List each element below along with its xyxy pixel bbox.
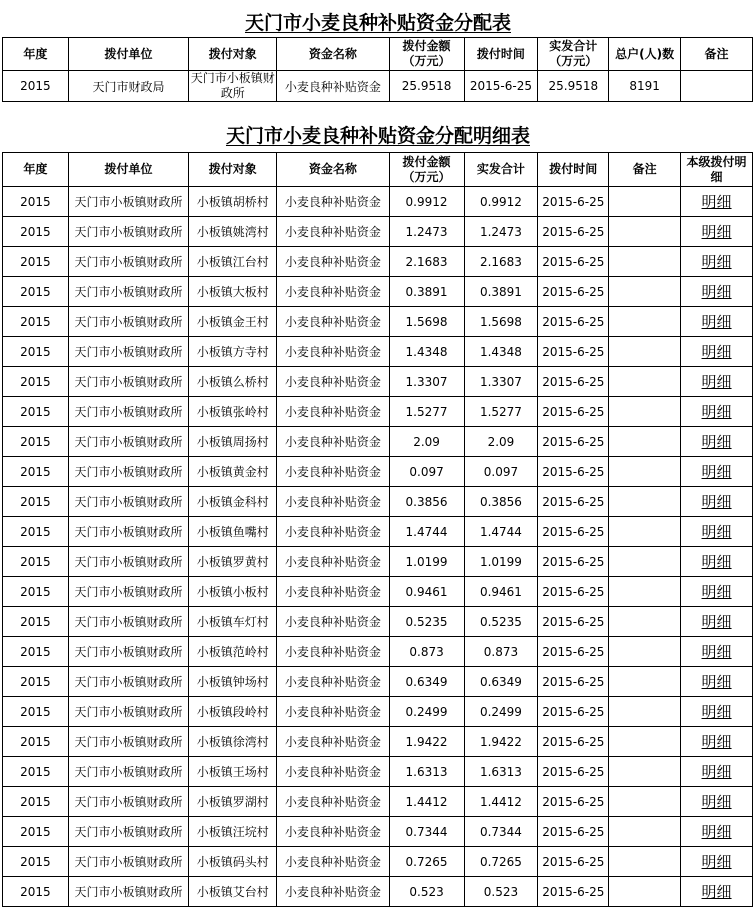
cell-remarks xyxy=(609,337,681,367)
cell-fund-name: 小麦良种补贴资金 xyxy=(277,607,389,637)
cell-actual-total: 1.6313 xyxy=(464,757,538,787)
cell-recipient: 小板镇徐湾村 xyxy=(189,727,277,757)
cell-remarks xyxy=(609,427,681,457)
cell-recipient: 小板镇段岭村 xyxy=(189,697,277,727)
cell-amount: 0.7344 xyxy=(389,817,464,847)
detail-link[interactable]: 明细 xyxy=(701,643,732,661)
cell-remarks xyxy=(609,697,681,727)
cell-actual-total: 1.4744 xyxy=(464,517,538,547)
cell-actual-total: 0.9912 xyxy=(464,187,538,217)
cell-date: 2015-6-25 xyxy=(538,847,609,877)
cell-payer: 天门市小板镇财政所 xyxy=(68,397,188,427)
cell-recipient: 小板镇王场村 xyxy=(189,757,277,787)
cell-detail-link xyxy=(681,277,753,307)
cell-fund-name: 小麦良种补贴资金 xyxy=(277,727,389,757)
cell-amount: 25.9518 xyxy=(389,71,464,102)
table-row xyxy=(3,577,753,607)
cell-detail-link xyxy=(681,787,753,817)
cell-amount: 1.3307 xyxy=(389,367,464,397)
table-row xyxy=(3,697,753,727)
cell-amount: 0.7265 xyxy=(389,847,464,877)
table-row xyxy=(3,217,753,247)
cell-fund-name: 小麦良种补贴资金 xyxy=(277,817,389,847)
cell-year: 2015 xyxy=(3,847,69,877)
cell-date: 2015-6-25 xyxy=(538,337,609,367)
cell-remarks xyxy=(681,71,753,102)
header-year: 年度 xyxy=(3,38,69,71)
cell-actual-total: 25.9518 xyxy=(538,71,609,102)
cell-amount: 0.9461 xyxy=(389,577,464,607)
cell-date: 2015-6-25 xyxy=(538,307,609,337)
cell-year: 2015 xyxy=(3,697,69,727)
cell-recipient: 小板镇罗湖村 xyxy=(189,787,277,817)
cell-year: 2015 xyxy=(3,487,69,517)
cell-detail-link xyxy=(681,667,753,697)
cell-payer: 天门市小板镇财政所 xyxy=(68,277,188,307)
cell-fund-name: 小麦良种补贴资金 xyxy=(277,697,389,727)
cell-fund-name: 小麦良种补贴资金 xyxy=(277,337,389,367)
detail-link[interactable]: 明细 xyxy=(701,673,732,691)
table-row xyxy=(3,847,753,877)
detail-link[interactable]: 明细 xyxy=(701,493,732,511)
detail-link[interactable]: 明细 xyxy=(701,283,732,301)
cell-actual-total: 2.09 xyxy=(464,427,538,457)
cell-amount: 1.4412 xyxy=(389,787,464,817)
cell-year: 2015 xyxy=(3,577,69,607)
cell-payer: 天门市小板镇财政所 xyxy=(68,577,188,607)
cell-fund-name: 小麦良种补贴资金 xyxy=(277,397,389,427)
cell-recipient: 小板镇黄金村 xyxy=(189,457,277,487)
table-row xyxy=(3,427,753,457)
cell-detail-link xyxy=(681,307,753,337)
table-row xyxy=(3,757,753,787)
cell-year: 2015 xyxy=(3,517,69,547)
cell-detail-link xyxy=(681,217,753,247)
cell-payer: 天门市小板镇财政所 xyxy=(68,637,188,667)
cell-remarks xyxy=(609,877,681,907)
cell-amount: 0.097 xyxy=(389,457,464,487)
cell-fund-name: 小麦良种补贴资金 xyxy=(277,217,389,247)
header-actual-total: 实发合计 xyxy=(464,153,538,187)
cell-actual-total: 0.523 xyxy=(464,877,538,907)
cell-year: 2015 xyxy=(3,547,69,577)
cell-amount: 1.4744 xyxy=(389,517,464,547)
cell-recipient: 小板镇江台村 xyxy=(189,247,277,277)
cell-actual-total: 1.0199 xyxy=(464,547,538,577)
cell-amount: 1.9422 xyxy=(389,727,464,757)
cell-remarks xyxy=(609,367,681,397)
cell-date: 2015-6-25 xyxy=(538,367,609,397)
cell-actual-total: 0.6349 xyxy=(464,667,538,697)
cell-amount: 0.9912 xyxy=(389,187,464,217)
cell-actual-total: 0.7265 xyxy=(464,847,538,877)
cell-amount: 1.5698 xyxy=(389,307,464,337)
cell-households: 8191 xyxy=(609,71,681,102)
cell-payer: 天门市小板镇财政所 xyxy=(68,877,188,907)
detail-link[interactable]: 明细 xyxy=(701,613,732,631)
cell-remarks xyxy=(609,547,681,577)
cell-fund-name: 小麦良种补贴资金 xyxy=(277,307,389,337)
cell-recipient: 小板镇艾台村 xyxy=(189,877,277,907)
cell-remarks xyxy=(609,277,681,307)
cell-payer: 天门市小板镇财政所 xyxy=(68,517,188,547)
cell-year: 2015 xyxy=(3,727,69,757)
cell-recipient: 小板镇车灯村 xyxy=(189,607,277,637)
table-row xyxy=(3,337,753,367)
table-row xyxy=(3,517,753,547)
detail-link[interactable]: 明细 xyxy=(701,343,732,361)
cell-payer: 天门市小板镇财政所 xyxy=(68,337,188,367)
cell-remarks xyxy=(609,667,681,697)
header-remarks: 备注 xyxy=(681,38,753,71)
cell-detail-link xyxy=(681,547,753,577)
cell-recipient: 小板镇小板村 xyxy=(189,577,277,607)
table-row xyxy=(3,637,753,667)
table-row xyxy=(3,547,753,577)
cell-actual-total: 0.9461 xyxy=(464,577,538,607)
cell-detail-link xyxy=(681,517,753,547)
cell-year: 2015 xyxy=(3,817,69,847)
detail-link[interactable]: 明细 xyxy=(701,853,732,871)
detail-link[interactable]: 明细 xyxy=(701,793,732,811)
cell-fund-name: 小麦良种补贴资金 xyxy=(277,517,389,547)
cell-fund-name: 小麦良种补贴资金 xyxy=(277,427,389,457)
cell-fund-name: 小麦良种补贴资金 xyxy=(277,787,389,817)
cell-payer: 天门市小板镇财政所 xyxy=(68,817,188,847)
header-payer: 拨付单位 xyxy=(68,153,188,187)
cell-amount: 2.09 xyxy=(389,427,464,457)
cell-remarks xyxy=(609,817,681,847)
header-fund-name: 资金名称 xyxy=(277,38,389,71)
cell-fund-name: 小麦良种补贴资金 xyxy=(277,487,389,517)
header-actual-total: 实发合计（万元） xyxy=(538,38,609,71)
cell-payer: 天门市小板镇财政所 xyxy=(68,787,188,817)
table-row xyxy=(3,667,753,697)
cell-amount: 0.6349 xyxy=(389,667,464,697)
detail-title: 天门市小麦良种补贴资金分配明细表 xyxy=(225,125,530,147)
table-row xyxy=(3,457,753,487)
detail-link[interactable]: 明细 xyxy=(701,883,732,901)
detail-link[interactable]: 明细 xyxy=(701,223,732,241)
cell-actual-total: 1.2473 xyxy=(464,217,538,247)
detail-header-row xyxy=(3,153,753,187)
detail-link[interactable]: 明细 xyxy=(701,403,732,421)
cell-recipient: 小板镇周扬村 xyxy=(189,427,277,457)
cell-recipient: 小板镇姚湾村 xyxy=(189,217,277,247)
cell-date: 2015-6-25 xyxy=(538,577,609,607)
cell-fund-name: 小麦良种补贴资金 xyxy=(277,757,389,787)
cell-amount: 1.6313 xyxy=(389,757,464,787)
cell-fund-name: 小麦良种补贴资金 xyxy=(277,367,389,397)
cell-actual-total: 1.4348 xyxy=(464,337,538,367)
cell-date: 2015-6-25 xyxy=(538,187,609,217)
cell-remarks xyxy=(609,727,681,757)
cell-actual-total: 1.9422 xyxy=(464,727,538,757)
cell-detail-link xyxy=(681,877,753,907)
cell-year: 2015 xyxy=(3,277,69,307)
cell-payer: 天门市小板镇财政所 xyxy=(68,757,188,787)
cell-date: 2015-6-25 xyxy=(538,817,609,847)
header-remarks: 备注 xyxy=(609,153,681,187)
cell-date: 2015-6-25 xyxy=(538,487,609,517)
cell-payer: 天门市小板镇财政所 xyxy=(68,427,188,457)
cell-recipient: 小板镇金科村 xyxy=(189,487,277,517)
cell-detail-link xyxy=(681,427,753,457)
table-row xyxy=(3,787,753,817)
cell-recipient: 小板镇张岭村 xyxy=(189,397,277,427)
cell-payer: 天门市财政局 xyxy=(68,71,188,102)
cell-actual-total: 1.5698 xyxy=(464,307,538,337)
header-recipient: 拨付对象 xyxy=(189,38,277,71)
detail-link[interactable]: 明细 xyxy=(701,733,732,751)
cell-remarks xyxy=(609,247,681,277)
cell-date: 2015-6-25 xyxy=(538,427,609,457)
cell-remarks xyxy=(609,757,681,787)
cell-date: 2015-6-25 xyxy=(538,457,609,487)
summary-header-row xyxy=(3,38,753,71)
cell-year: 2015 xyxy=(3,337,69,367)
header-recipient: 拨付对象 xyxy=(189,153,277,187)
cell-recipient: 小板镇么桥村 xyxy=(189,367,277,397)
table-row xyxy=(3,397,753,427)
detail-link[interactable]: 明细 xyxy=(701,193,732,211)
cell-fund-name: 小麦良种补贴资金 xyxy=(277,187,389,217)
cell-recipient: 小板镇汪垸村 xyxy=(189,817,277,847)
cell-year: 2015 xyxy=(3,757,69,787)
cell-detail-link xyxy=(681,247,753,277)
cell-date: 2015-6-25 xyxy=(538,787,609,817)
cell-year: 2015 xyxy=(3,457,69,487)
cell-date: 2015-6-25 xyxy=(538,697,609,727)
cell-year: 2015 xyxy=(3,427,69,457)
detail-table xyxy=(2,152,753,907)
cell-detail-link xyxy=(681,757,753,787)
detail-link[interactable]: 明细 xyxy=(701,523,732,541)
cell-payer: 天门市小板镇财政所 xyxy=(68,247,188,277)
table-row xyxy=(3,817,753,847)
cell-amount: 0.5235 xyxy=(389,607,464,637)
detail-link[interactable]: 明细 xyxy=(701,553,732,571)
cell-recipient: 小板镇罗黄村 xyxy=(189,547,277,577)
cell-date: 2015-6-25 xyxy=(538,637,609,667)
table-row xyxy=(3,247,753,277)
cell-fund-name: 小麦良种补贴资金 xyxy=(277,457,389,487)
cell-actual-total: 1.4412 xyxy=(464,787,538,817)
cell-payer: 天门市小板镇财政所 xyxy=(68,667,188,697)
cell-payer: 天门市小板镇财政所 xyxy=(68,697,188,727)
cell-recipient: 小板镇鱼嘴村 xyxy=(189,517,277,547)
cell-detail-link xyxy=(681,607,753,637)
cell-amount: 0.873 xyxy=(389,637,464,667)
cell-year: 2015 xyxy=(3,667,69,697)
cell-detail-link xyxy=(681,457,753,487)
cell-year: 2015 xyxy=(3,187,69,217)
cell-actual-total: 1.3307 xyxy=(464,367,538,397)
cell-payer: 天门市小板镇财政所 xyxy=(68,187,188,217)
cell-detail-link xyxy=(681,337,753,367)
cell-date: 2015-6-25 xyxy=(538,667,609,697)
cell-remarks xyxy=(609,397,681,427)
summary-title: 天门市小麦良种补贴资金分配表 xyxy=(244,12,511,34)
cell-fund-name: 小麦良种补贴资金 xyxy=(277,277,389,307)
table-row xyxy=(3,367,753,397)
cell-amount: 1.0199 xyxy=(389,547,464,577)
cell-fund-name: 小麦良种补贴资金 xyxy=(277,637,389,667)
cell-amount: 0.523 xyxy=(389,877,464,907)
cell-detail-link xyxy=(681,847,753,877)
cell-recipient: 小板镇胡桥村 xyxy=(189,187,277,217)
cell-payer: 天门市小板镇财政所 xyxy=(68,307,188,337)
cell-amount: 1.2473 xyxy=(389,217,464,247)
detail-table-body xyxy=(3,187,753,907)
cell-amount: 0.2499 xyxy=(389,697,464,727)
cell-remarks xyxy=(609,847,681,877)
header-date: 拨付时间 xyxy=(538,153,609,187)
cell-recipient: 小板镇金王村 xyxy=(189,307,277,337)
cell-payer: 天门市小板镇财政所 xyxy=(68,367,188,397)
cell-amount: 1.4348 xyxy=(389,337,464,367)
cell-actual-total: 0.5235 xyxy=(464,607,538,637)
cell-actual-total: 1.5277 xyxy=(464,397,538,427)
cell-year: 2015 xyxy=(3,607,69,637)
detail-link[interactable]: 明细 xyxy=(701,313,732,331)
cell-detail-link xyxy=(681,397,753,427)
cell-year: 2015 xyxy=(3,397,69,427)
cell-date: 2015-6-25 xyxy=(538,607,609,637)
cell-detail-link xyxy=(681,367,753,397)
cell-remarks xyxy=(609,577,681,607)
detail-link[interactable]: 明细 xyxy=(701,583,732,601)
cell-recipient: 小板镇方寺村 xyxy=(189,337,277,367)
cell-detail-link xyxy=(681,187,753,217)
header-detail-link: 本级拨付明细 xyxy=(681,153,753,187)
header-year: 年度 xyxy=(3,153,69,187)
cell-payer: 天门市小板镇财政所 xyxy=(68,607,188,637)
cell-amount: 1.5277 xyxy=(389,397,464,427)
header-households: 总户(人)数 xyxy=(609,38,681,71)
cell-payer: 天门市小板镇财政所 xyxy=(68,487,188,517)
header-date: 拨付时间 xyxy=(464,38,538,71)
cell-date: 2015-6-25 xyxy=(538,757,609,787)
cell-detail-link xyxy=(681,637,753,667)
detail-link[interactable]: 明细 xyxy=(701,463,732,481)
cell-recipient: 小板镇码头村 xyxy=(189,847,277,877)
cell-remarks xyxy=(609,637,681,667)
cell-date: 2015-6-25 xyxy=(538,547,609,577)
cell-year: 2015 xyxy=(3,71,69,102)
detail-link[interactable]: 明细 xyxy=(701,703,732,721)
cell-fund-name: 小麦良种补贴资金 xyxy=(277,667,389,697)
table-row xyxy=(3,187,753,217)
cell-remarks xyxy=(609,217,681,247)
table-row xyxy=(3,877,753,907)
cell-year: 2015 xyxy=(3,637,69,667)
cell-year: 2015 xyxy=(3,367,69,397)
cell-date: 2015-6-25 xyxy=(538,397,609,427)
cell-fund-name: 小麦良种补贴资金 xyxy=(277,847,389,877)
table-row xyxy=(3,727,753,757)
cell-actual-total: 0.3891 xyxy=(464,277,538,307)
cell-date: 2015-6-25 xyxy=(464,71,538,102)
table-row xyxy=(3,277,753,307)
detail-link[interactable]: 明细 xyxy=(701,823,732,841)
header-amount: 拨付金额（万元） xyxy=(389,153,464,187)
cell-recipient: 小板镇钟场村 xyxy=(189,667,277,697)
cell-recipient: 天门市小板镇财政所 xyxy=(189,71,277,102)
cell-recipient: 小板镇范岭村 xyxy=(189,637,277,667)
cell-date: 2015-6-25 xyxy=(538,277,609,307)
header-payer: 拨付单位 xyxy=(68,38,188,71)
cell-remarks xyxy=(609,457,681,487)
cell-detail-link xyxy=(681,697,753,727)
detail-link[interactable]: 明细 xyxy=(701,373,732,391)
cell-amount: 2.1683 xyxy=(389,247,464,277)
cell-date: 2015-6-25 xyxy=(538,517,609,547)
cell-date: 2015-6-25 xyxy=(538,877,609,907)
header-amount: 拨付金额（万元） xyxy=(389,38,464,71)
cell-remarks xyxy=(609,307,681,337)
cell-actual-total: 0.3856 xyxy=(464,487,538,517)
cell-detail-link xyxy=(681,817,753,847)
detail-link[interactable]: 明细 xyxy=(701,253,732,271)
cell-amount: 0.3856 xyxy=(389,487,464,517)
cell-payer: 天门市小板镇财政所 xyxy=(68,547,188,577)
cell-remarks xyxy=(609,517,681,547)
cell-fund-name: 小麦良种补贴资金 xyxy=(277,547,389,577)
cell-remarks xyxy=(609,607,681,637)
cell-detail-link xyxy=(681,577,753,607)
table-row xyxy=(3,487,753,517)
summary-row xyxy=(3,71,753,102)
cell-payer: 天门市小板镇财政所 xyxy=(68,457,188,487)
cell-remarks xyxy=(609,787,681,817)
detail-link[interactable]: 明细 xyxy=(701,433,732,451)
cell-year: 2015 xyxy=(3,217,69,247)
summary-table xyxy=(2,37,753,102)
cell-detail-link xyxy=(681,727,753,757)
cell-date: 2015-6-25 xyxy=(538,217,609,247)
cell-payer: 天门市小板镇财政所 xyxy=(68,217,188,247)
cell-payer: 天门市小板镇财政所 xyxy=(68,847,188,877)
cell-year: 2015 xyxy=(3,307,69,337)
detail-link[interactable]: 明细 xyxy=(701,763,732,781)
cell-fund-name: 小麦良种补贴资金 xyxy=(277,71,389,102)
cell-remarks xyxy=(609,187,681,217)
cell-actual-total: 2.1683 xyxy=(464,247,538,277)
cell-actual-total: 0.7344 xyxy=(464,817,538,847)
cell-fund-name: 小麦良种补贴资金 xyxy=(277,247,389,277)
cell-payer: 天门市小板镇财政所 xyxy=(68,727,188,757)
cell-fund-name: 小麦良种补贴资金 xyxy=(277,577,389,607)
cell-amount: 0.3891 xyxy=(389,277,464,307)
cell-year: 2015 xyxy=(3,877,69,907)
cell-date: 2015-6-25 xyxy=(538,247,609,277)
cell-detail-link xyxy=(681,487,753,517)
cell-year: 2015 xyxy=(3,247,69,277)
cell-recipient: 小板镇大板村 xyxy=(189,277,277,307)
cell-date: 2015-6-25 xyxy=(538,727,609,757)
cell-actual-total: 0.2499 xyxy=(464,697,538,727)
cell-actual-total: 0.097 xyxy=(464,457,538,487)
cell-year: 2015 xyxy=(3,787,69,817)
table-row xyxy=(3,307,753,337)
cell-fund-name: 小麦良种补贴资金 xyxy=(277,877,389,907)
table-row xyxy=(3,607,753,637)
header-fund-name: 资金名称 xyxy=(277,153,389,187)
cell-remarks xyxy=(609,487,681,517)
cell-actual-total: 0.873 xyxy=(464,637,538,667)
